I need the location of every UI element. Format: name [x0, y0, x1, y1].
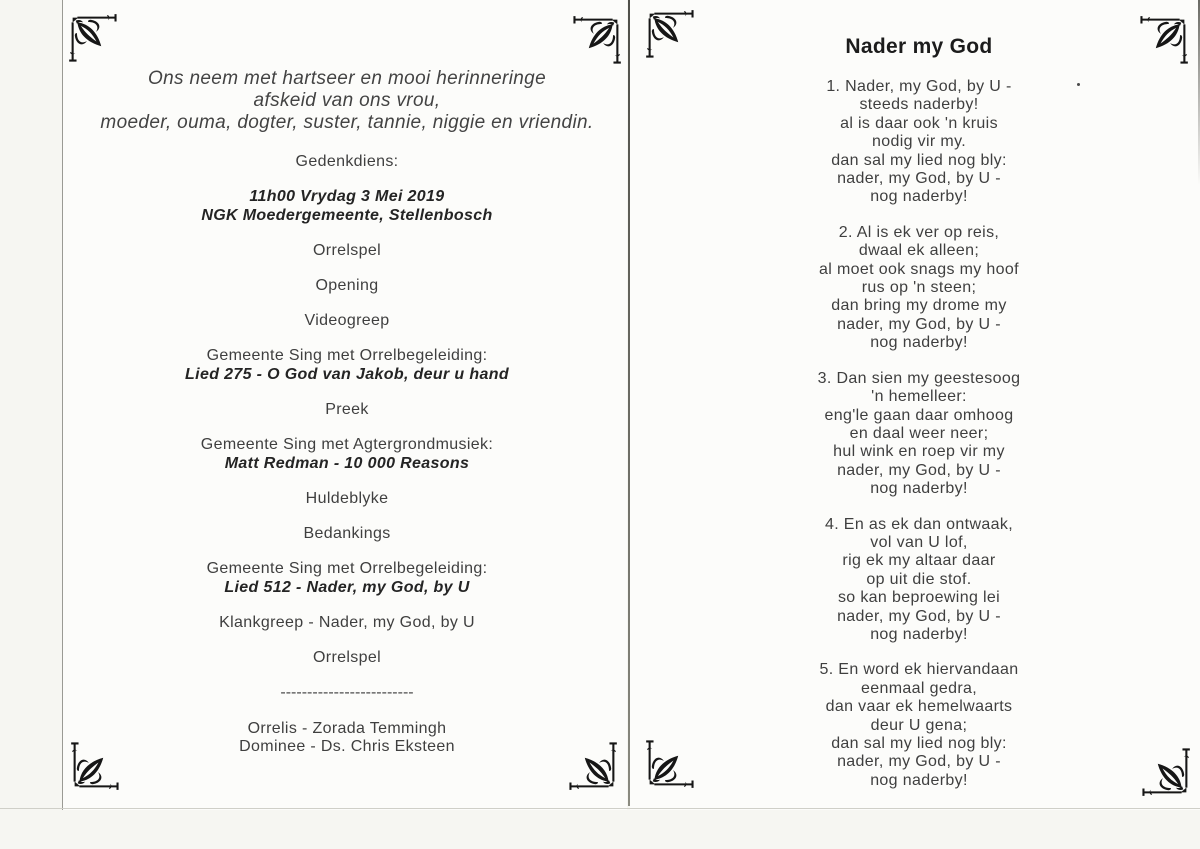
verse-line: 2. Al is ek ver op reis,	[838, 223, 1000, 241]
program-group	[67, 152, 627, 171]
page-hymn	[630, 0, 1200, 810]
verse-line: dan vaar ek hemelwaarts	[825, 698, 1013, 716]
verse-line: nader, my God, by U -	[837, 315, 1001, 333]
program-line: 11h00 Vrydag 3 Mei 2019	[249, 188, 445, 205]
program-line: Orrelspel	[312, 649, 382, 666]
verse-line: al is daar ook 'n kruis	[840, 114, 998, 132]
page-gutter-line	[628, 0, 630, 806]
flourish-corner-icon	[1138, 14, 1190, 66]
credit-line: Dominee - Ds. Chris Eksteen	[239, 738, 455, 755]
program-group	[67, 435, 627, 473]
scan-speck	[1077, 83, 1080, 86]
program-group	[67, 489, 627, 508]
verse-line: 1. Nader, my God, by U -	[826, 78, 1012, 95]
program-line: Huldeblyke	[305, 490, 389, 507]
page-order-of-service	[63, 0, 627, 810]
hymn-title: Nader my God	[845, 35, 993, 58]
program-line: Gemeente Sing met Orrelbegeleiding:	[206, 347, 488, 364]
program-group	[67, 276, 627, 295]
program-group	[67, 524, 627, 543]
program-line: Gemeente Sing met Agtergrondmusiek:	[200, 436, 494, 453]
flourish-corner-icon	[567, 740, 619, 792]
verse-line: nodig vir my.	[871, 133, 967, 151]
verse-line: so kan beproewing lei	[837, 589, 1001, 607]
verse-line: rus op 'n steen;	[861, 279, 977, 297]
verse-line: nog naderby!	[870, 771, 968, 789]
verse-line: deur U gena;	[870, 716, 968, 734]
page-bottom-edge-line	[0, 808, 1200, 809]
verse-line: nader, my God, by U -	[837, 753, 1001, 771]
service-program	[67, 152, 627, 667]
verse-line: nog naderby!	[870, 334, 968, 352]
verse-line: nog naderby!	[870, 625, 968, 643]
verse-line: 4. En as ek dan ontwaak,	[824, 515, 1014, 533]
intro-line: moeder, ouma, dogter, suster, tannie, niggie en vriendin.	[100, 112, 594, 133]
program-line: Gedenkdiens:	[295, 153, 399, 170]
flourish-corner-icon	[67, 12, 119, 64]
verse-line: nader, my God, by U -	[837, 170, 1001, 188]
program-line: NGK Moedergemeente, Stellenbosch	[201, 207, 493, 224]
program-line: Gemeente Sing met Orrelbegeleiding:	[206, 560, 488, 577]
hymn-verse	[638, 516, 1200, 645]
hymn-verses	[638, 78, 1200, 790]
program-group	[67, 311, 627, 330]
verse-line: 'n hemelleer:	[871, 388, 967, 406]
intro-line: afskeid van ons vrou,	[253, 90, 441, 111]
program-line: Lied 512 - Nader, my God, by U	[224, 579, 470, 596]
hymn-verse	[638, 78, 1200, 207]
verse-line: vol van U lof,	[870, 533, 968, 551]
program-line: Orrelspel	[312, 242, 382, 259]
flourish-corner-icon	[69, 740, 121, 792]
flourish-corner-icon	[644, 738, 696, 790]
program-group	[67, 400, 627, 419]
program-group	[67, 241, 627, 260]
verse-line: 5. En word ek hiervandaan	[819, 661, 1019, 679]
hymn-verse	[638, 224, 1200, 353]
credits	[67, 720, 627, 756]
verse-line: eenmaal gedra,	[860, 679, 978, 697]
program-group	[67, 559, 627, 597]
program-line: Preek	[325, 401, 369, 418]
hymn-verse	[638, 661, 1200, 790]
program-group	[67, 346, 627, 384]
hymn-verse	[638, 370, 1200, 499]
verse-line: steeds naderby!	[859, 96, 979, 114]
verse-line: op uit die stof.	[866, 570, 972, 588]
program-line: Videogreep	[304, 312, 390, 329]
verse-line: nog naderby!	[870, 480, 968, 498]
verse-line: al moet ook snags my hoof	[819, 260, 1019, 278]
program-group	[67, 648, 627, 667]
verse-line: en daal weer neer;	[849, 424, 989, 442]
program-line: Matt Redman - 10 000 Reasons	[224, 455, 470, 472]
verse-line: 3. Dan sien my geestesoog	[817, 369, 1021, 387]
program-line: Klankgreep - Nader, my God, by U	[219, 614, 475, 631]
verse-line: dan sal my lied nog bly:	[831, 735, 1007, 752]
verse-line: hul wink en roep vir my	[833, 443, 1005, 461]
verse-line: rig ek my altaar daar	[842, 552, 996, 570]
flourish-corner-icon	[644, 8, 696, 60]
intro-paragraph	[67, 68, 627, 134]
verse-line: nog naderby!	[870, 188, 968, 206]
program-line: Opening	[315, 277, 379, 294]
verse-line: dwaal ek alleen;	[858, 242, 980, 260]
credit-line: Orrelis - Zorada Temmingh	[247, 720, 447, 737]
page-edge-line	[62, 0, 63, 810]
separator-dashes: -------------------------	[280, 684, 414, 701]
verse-line: nader, my God, by U -	[837, 607, 1001, 625]
verse-line: dan bring my drome my	[831, 297, 1007, 315]
flourish-corner-icon	[1140, 746, 1192, 798]
intro-line: Ons neem met hartseer en mooi herinneringe	[147, 68, 547, 89]
program-group	[67, 187, 627, 225]
program-line: Lied 275 - O God van Jakob, deur u hand	[185, 366, 509, 383]
program-line: Bedankings	[303, 525, 391, 542]
verse-line: nader, my God, by U -	[837, 461, 1001, 479]
program-group	[67, 613, 627, 632]
flourish-corner-icon	[571, 14, 623, 66]
verse-line: dan sal my lied nog bly:	[831, 151, 1007, 169]
verse-line: eng'le gaan daar omhoog	[824, 406, 1014, 424]
